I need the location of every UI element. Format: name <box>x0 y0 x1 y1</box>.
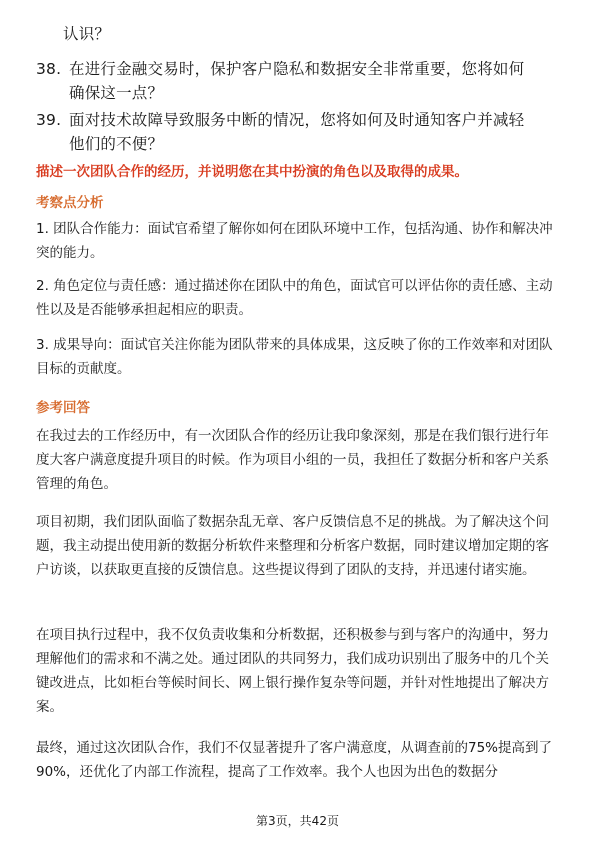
answer-heading: 参考回答 <box>36 400 90 416</box>
analysis-point: 3. 成果导向：面试官关注你能为团队带来的具体成果，这反映了你的工作效率和对团队目标的贡献度。 <box>36 337 553 377</box>
analysis-heading: 考察点分析 <box>36 195 104 211</box>
question-number: 38. <box>36 60 62 78</box>
page-footer: 第3页，共42页 <box>256 814 339 828</box>
answer-paragraph: 最终，通过这次团队合作，我们不仅显著提升了客户满意度，从调查前的75%提高到了90%，还优化了内部工作流程，提高了工作效率。我个人也因为出色的数据分 <box>36 740 553 780</box>
answer-paragraph: 项目初期，我们团队面临了数据杂乱无章、客户反馈信息不足的挑战。为了解决这个问题，我主动提出使用新的数据分析软件来整理和分析客户数据，同时建议增加定期的客户访谈，以获取更直接的反馈信息。这些提议得到了团队的支持，并迅速付诸实施。 <box>36 514 549 578</box>
analysis-point: 1. 团队合作能力：面试官希望了解你如何在团队环境中工作，包括沟通、协作和解决冲突的能力。 <box>36 221 553 261</box>
answer-paragraph: 在我过去的工作经历中，有一次团队合作的经历让我印象深刻，那是在我们银行进行年度大客户满意度提升项目的时候。作为项目小组的一员，我担任了数据分析和客户关系管理的角色。 <box>36 428 549 492</box>
main-question: 描述一次团队合作的经历，并说明您在其中扮演的角色以及取得的成果。 <box>36 164 468 180</box>
question-number: 39. <box>36 111 62 129</box>
answer-paragraph: 在项目执行过程中，我不仅负责收集和分析数据，还积极参与到与客户的沟通中，努力理解他们的需求和不满之处。通过团队的共同努力，我们成功识别出了服务中的几个关键改进点，比如柜台等候时间长、网上银行操作复杂等问题，并针对性地提出了解决方案。 <box>36 627 549 715</box>
question-continuation: 认识？ <box>63 25 111 43</box>
question-text: 面对技术故障导致服务中断的情况，您将如何及时通知客户并减轻他们的不便？ <box>69 111 525 153</box>
question-text: 在进行金融交易时，保护客户隐私和数据安全非常重要，您将如何确保这一点？ <box>69 60 525 102</box>
analysis-point: 2. 角色定位与责任感：通过描述你在团队中的角色，面试官可以评估你的责任感、主动性以及是否能够承担起相应的职责。 <box>36 278 553 318</box>
